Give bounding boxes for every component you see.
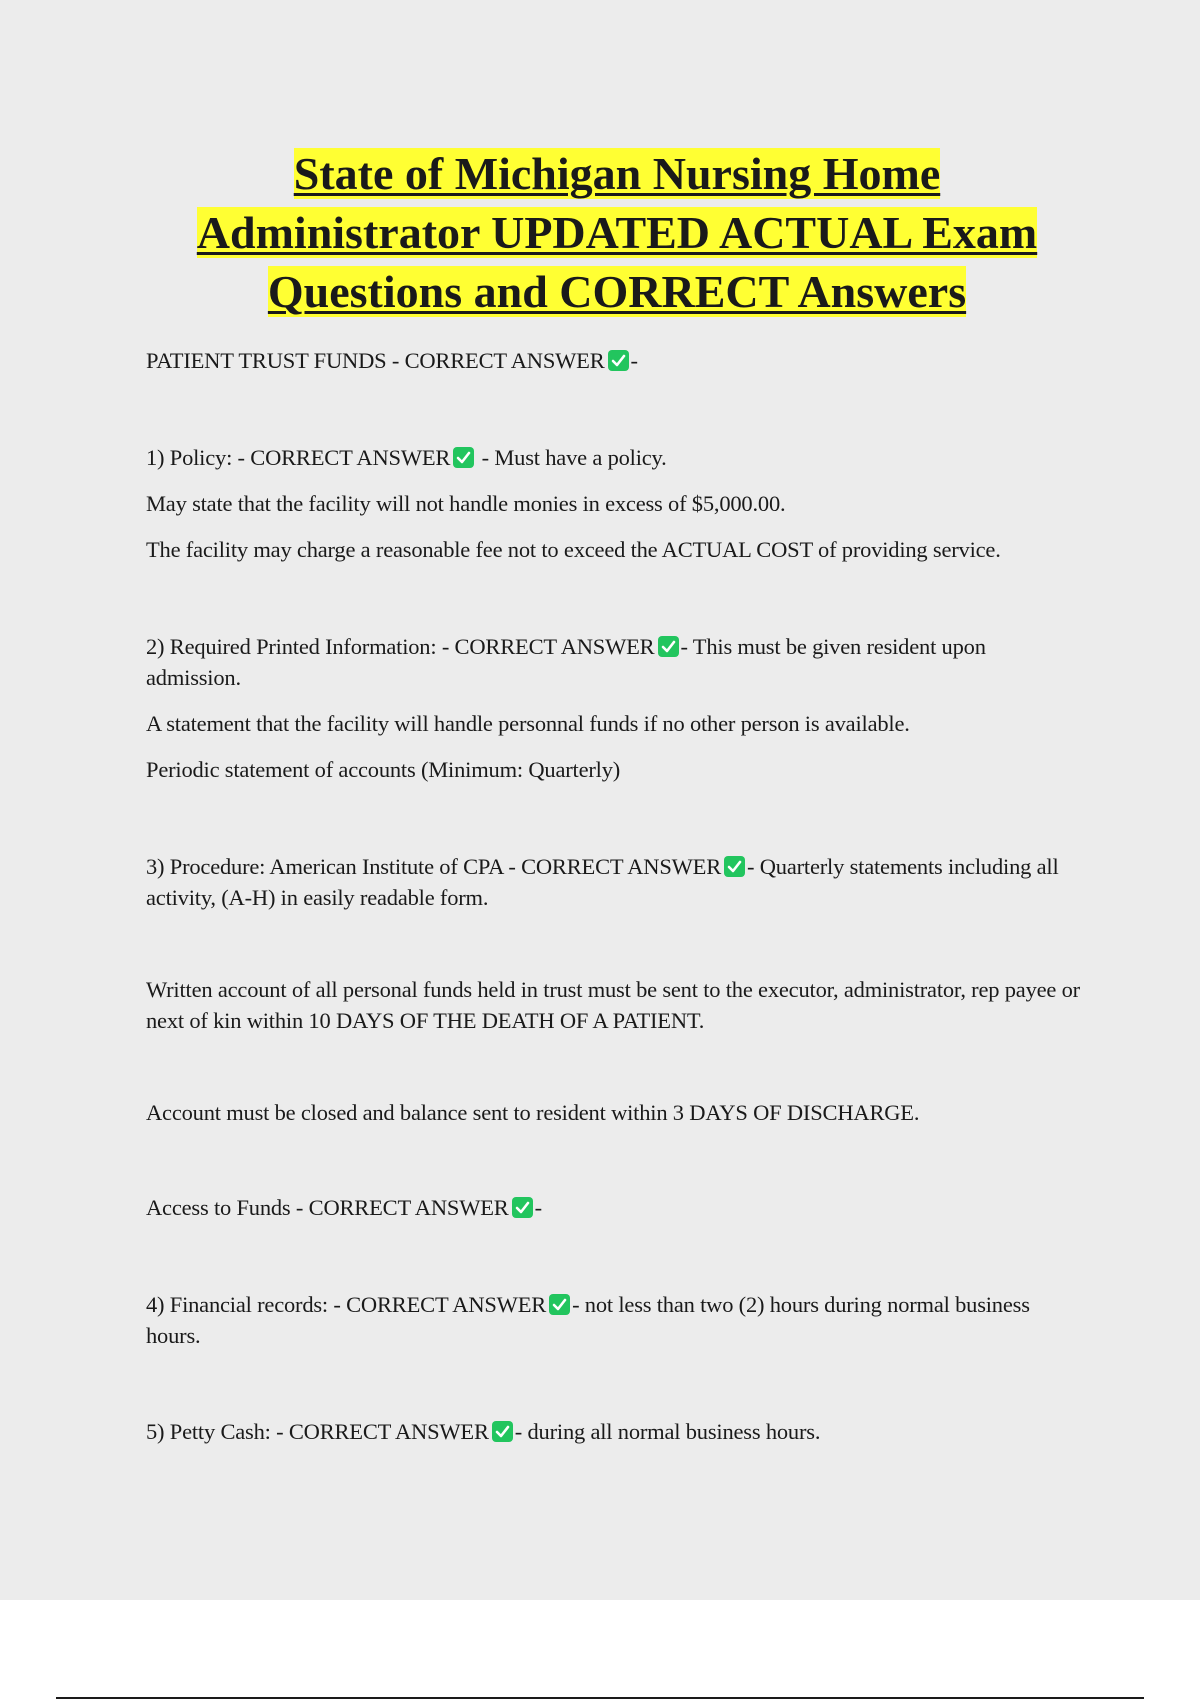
question-text: 3) Procedure: American Institute of CPA - CORRECT ANSWER bbox=[146, 854, 722, 879]
check-icon bbox=[492, 1421, 513, 1442]
financial-records-question bbox=[146, 1289, 1086, 1351]
check-icon bbox=[453, 447, 474, 468]
title-line-2: Administrator UPDATED ACTUAL Exam bbox=[196, 207, 1038, 258]
page-divider bbox=[56, 1697, 1144, 1699]
procedure-question bbox=[146, 851, 1086, 913]
account-closed-paragraph: Account must be closed and balance sent to resident within 3 DAYS OF DISCHARGE. bbox=[146, 1100, 920, 1125]
check-icon bbox=[658, 636, 679, 657]
answer-text: - bbox=[630, 348, 638, 373]
question-text: 2) Required Printed Information: - CORRECT ANSWER bbox=[146, 634, 655, 659]
question-text: 1) Policy: - CORRECT ANSWER bbox=[146, 445, 451, 470]
title-line-1: State of Michigan Nursing Home bbox=[293, 148, 941, 199]
policy-detail-1: May state that the facility will not handle monies in excess of $5,000.00. bbox=[146, 491, 786, 516]
title-line-3: Questions and CORRECT Answers bbox=[267, 266, 967, 317]
answer-text: - Must have a policy. bbox=[481, 445, 667, 470]
answer-text: - during all normal business hours. bbox=[514, 1419, 821, 1444]
printed-info-question bbox=[146, 631, 1086, 693]
policy-question bbox=[146, 442, 1086, 473]
written-account-paragraph: Written account of all personal funds held in trust must be sent to the executor, administrator, rep payee or next of kin within 10 DAYS OF THE DEATH OF A PATIENT. bbox=[146, 977, 1080, 1033]
printed-info-detail-2: Periodic statement of accounts (Minimum: Quarterly) bbox=[146, 757, 621, 782]
printed-info-detail-1: A statement that the facility will handle personnal funds if no other person is available. bbox=[146, 711, 910, 736]
policy-detail-2: The facility may charge a reasonable fee not to exceed the ACTUAL COST of providing service. bbox=[146, 537, 1001, 562]
document-title bbox=[120, 144, 1114, 321]
check-icon bbox=[549, 1294, 570, 1315]
answer-text: - This must be given resident upon admission. bbox=[146, 634, 986, 690]
patient-trust-funds-heading bbox=[146, 345, 1086, 376]
check-icon bbox=[608, 350, 629, 371]
question-text: PATIENT TRUST FUNDS - CORRECT ANSWER bbox=[146, 348, 605, 373]
question-text: 4) Financial records: - CORRECT ANSWER bbox=[146, 1292, 547, 1317]
check-icon bbox=[512, 1197, 533, 1218]
answer-text: - Quarterly statements including all activity, (A-H) in easily readable form. bbox=[146, 854, 1059, 910]
access-to-funds-heading bbox=[146, 1192, 1086, 1223]
answer-text: - not less than two (2) hours during normal business hours. bbox=[146, 1292, 1030, 1348]
question-text: Access to Funds - CORRECT ANSWER bbox=[146, 1195, 509, 1220]
question-text: 5) Petty Cash: - CORRECT ANSWER bbox=[146, 1419, 489, 1444]
petty-cash-question bbox=[146, 1416, 1086, 1447]
check-icon bbox=[724, 856, 745, 877]
answer-text: - bbox=[534, 1195, 542, 1220]
